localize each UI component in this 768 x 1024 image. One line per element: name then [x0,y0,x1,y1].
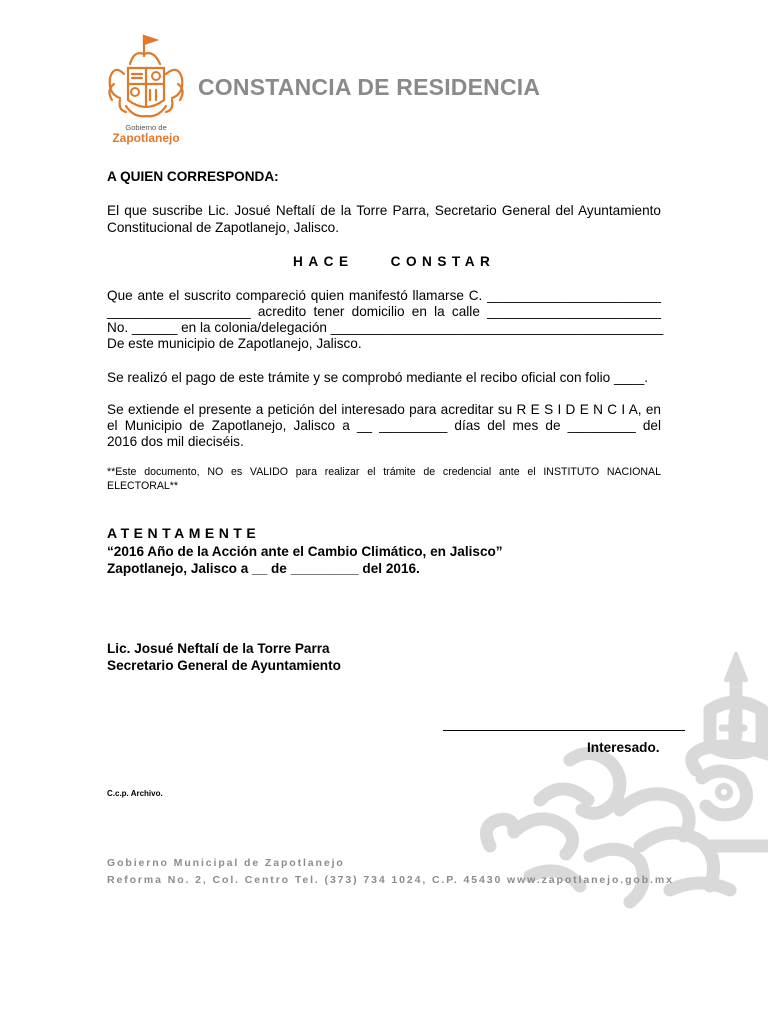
paragraph-3-line-1: Se extiende el presente a petición del interesado para acreditar su R E S I D E N C I A, en [107,402,661,417]
coat-of-arms-watermark [470,650,768,910]
greeting: A QUIEN CORRESPONDA: [107,169,279,184]
paragraph-1-line-2: ___________________ acredito tener domicilio en la calle _______________________ [107,304,661,319]
atentamente-heading: ATENTAMENTE [107,525,261,541]
paragraph-3-line-3: 2016 dos mil dieciséis. [107,434,244,449]
zapotlanejo-coat-of-arms-logo [104,34,188,146]
interesado-label: Interesado. [587,740,660,755]
footer-organization: Gobierno Municipal de Zapotlanejo [107,857,345,869]
footer-address: Reforma No. 2, Col. Centro Tel. (373) 734 1024, C.P. 45430 www.zapotlanejo.gob.mx [107,874,674,886]
signer-title: Secretario General de Ayuntamiento [107,658,341,673]
hace-constar-heading: HACE CONSTAR [293,254,496,269]
logo-text-top: Gobierno de [125,123,167,132]
ccp-archivo: C.c.p. Archivo. [107,789,163,798]
validity-note-line-2: ELECTORAL** [107,480,179,492]
validity-note-line-1: **Este documento, NO es VALIDO para realizar el trámite de credencial ante el INSTITUTO NACIONAL [107,466,661,478]
signature-line [443,730,685,731]
document-title: CONSTANCIA DE RESIDENCIA [198,74,541,100]
paragraph-1-line-3: No. ______ en la colonia/delegación ____________________________________________ [107,320,664,335]
paragraph-3-line-2: el Municipio de Zapotlanejo, Jalisco a __ _________ días del mes de _________ del [107,418,661,433]
intro-line-1: El que suscribe Lic. Josué Neftalí de la Torre Parra, Secretario General del Ayuntamiento [107,203,661,218]
intro-line-2: Constitucional de Zapotlanejo, Jalisco. [107,220,339,235]
paragraph-1-line-1: Que ante el suscrito compareció quien manifestó llamarse C. _______________________ [107,288,661,303]
paragraph-1-line-4: De este municipio de Zapotlanejo, Jalisco. [107,336,362,351]
logo-text-main: Zapotlanejo [112,131,180,145]
paragraph-2: Se realizó el pago de este trámite y se comprobó mediante el recibo oficial con folio ____. [107,370,649,385]
motto: “2016 Año de la Acción ante el Cambio Climático, en Jalisco” [107,544,503,559]
signer-name: Lic. Josué Neftalí de la Torre Parra [107,641,330,656]
place-date: Zapotlanejo, Jalisco a __ de _________ del 2016. [107,561,420,576]
